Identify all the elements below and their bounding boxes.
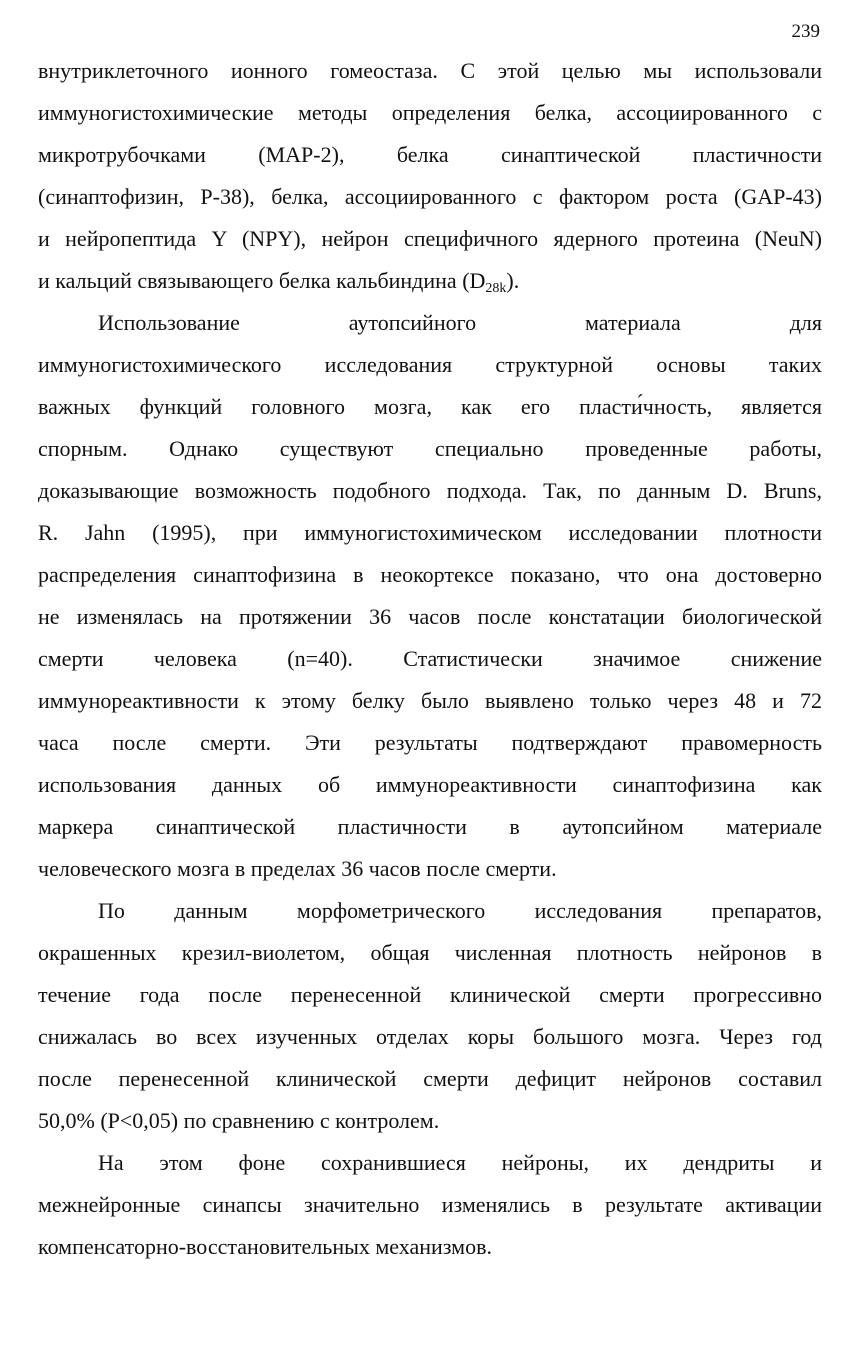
- text-line: после перенесенной клинической смерти дефицит нейронов составил: [38, 1066, 822, 1091]
- text-line: R. Jahn (1995), при иммуногистохимическом исследовании плотности: [38, 520, 822, 545]
- text-line: иммуногистохимического исследования структурной основы таких: [38, 352, 822, 377]
- paragraph-3: [38, 890, 822, 1142]
- text-line: компенсаторно-восстановительных механизмов.: [38, 1234, 492, 1259]
- text-line: часа после смерти. Эти результаты подтверждают правомерность: [38, 730, 822, 755]
- text-line: межнейронные синапсы значительно изменялись в результате активации: [38, 1192, 822, 1217]
- text-line: 50,0% (Р<0,05) по сравнению с контролем.: [38, 1108, 440, 1133]
- page-number: 239: [791, 21, 820, 42]
- text-line: смерти человека (n=40). Статистически значимое снижение: [38, 646, 822, 671]
- text-line: Использование аутопсийного материала для: [98, 310, 822, 335]
- text-line: (синаптофизин, Р-38), белка, ассоциированного с фактором роста (GAP-43): [38, 184, 822, 209]
- paragraph-4: [38, 1142, 822, 1268]
- text-line: не изменялась на протяжении 36 часов после констатации биологической: [38, 604, 822, 629]
- text-fragment: ).: [506, 268, 520, 293]
- text-line: человеческого мозга в пределах 36 часов после смерти.: [38, 856, 557, 881]
- text-line: использования данных об иммунореактивности синаптофизина как: [38, 772, 822, 797]
- paragraph-2: [38, 302, 822, 890]
- text-line: важных функций головного мозга, как его пласти́чность, является: [38, 394, 822, 419]
- text-line: По данным морфометрического исследования препаратов,: [98, 898, 822, 923]
- text-line: иммунореактивности к этому белку было выявлено только через 48 и 72: [38, 688, 822, 713]
- text-line: и нейропептида Y (NPY), нейрон специфичного ядерного протеина (NeuN): [38, 226, 822, 251]
- text-line: маркера синаптической пластичности в аутопсийном материале: [38, 814, 822, 839]
- text-line: окрашенных крезил-виолетом, общая численная плотность нейронов в: [38, 940, 822, 965]
- text-line: микротрубочками (МАР-2), белка синаптической пластичности: [38, 142, 822, 167]
- text-fragment: и кальций связывающего белка кальбиндина (D: [38, 268, 486, 293]
- text-line: иммуногистохимические методы определения белка, ассоциированного с: [38, 100, 822, 125]
- subscript: 28k: [485, 281, 507, 296]
- text-line: внутриклеточного ионного гомеостаза. С этой целью мы использовали: [38, 58, 822, 83]
- text-line: течение года после перенесенной клинической смерти прогрессивно: [38, 982, 822, 1007]
- text-line: доказывающие возможность подобного подхода. Так, по данным D. Bruns,: [38, 478, 822, 503]
- text-line: распределения синаптофизина в неокортексе показано, что она достоверно: [38, 562, 822, 587]
- page-body: [38, 50, 822, 1268]
- paragraph-1: [38, 50, 822, 302]
- text-line: [38, 260, 822, 302]
- text-line: На этом фоне сохранившиеся нейроны, их дендриты и: [98, 1150, 822, 1175]
- text-line: снижалась во всех изученных отделах коры большого мозга. Через год: [38, 1024, 822, 1049]
- text-line: спорным. Однако существуют специально проведенные работы,: [38, 436, 822, 461]
